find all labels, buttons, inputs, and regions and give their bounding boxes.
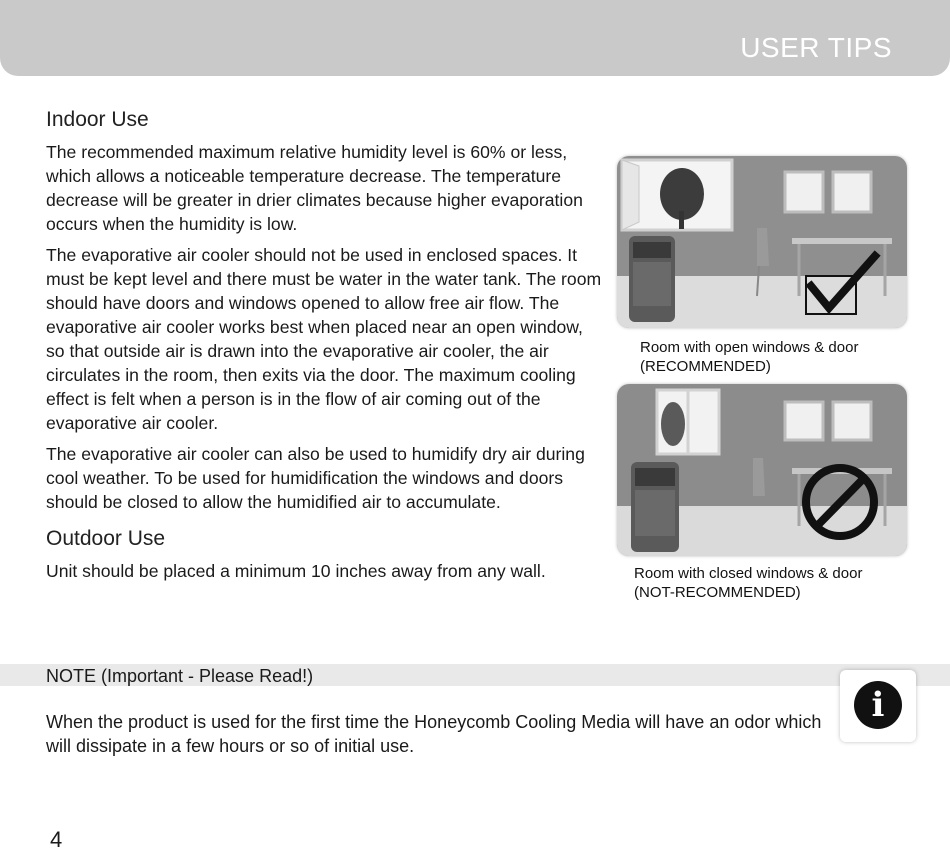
closed-room-caption-line1: Room with closed windows & door [634,565,863,582]
page-number: 4 [50,827,63,852]
open-room-caption-line2: (RECOMMENDED) [640,358,771,375]
info-icon: i [854,681,902,729]
open-room-caption [640,338,858,376]
closed-room-photo [617,384,907,556]
closed-room-caption-line2: (NOT-RECOMMENDED) [634,584,801,601]
outdoor-paragraph: Unit should be placed a minimum 10 inches away from any wall. [46,561,546,581]
page-header [0,0,950,76]
indoor-paragraph-2: The evaporative air cooler should not be used in enclosed spaces. It must be kept level and there must be water in the water tank. The room should have doors and windows opened to allow free air flow. The evaporative air cooler works best when placed near an open window, so that outside air is drawn into the evaporative air cooler, the air circulates in the room, then exits via the door. The maximum cooling effect is felt when a person is in the flow of air coming out of the evaporative air cooler. [46,245,602,433]
closed-room-caption [634,564,862,602]
indoor-paragraph-3: The evaporative air cooler can also be used to humidify dry air during cool weather. To be used for humidification the windows and doors should be closed to allow the humidified air to accumulate. [46,444,585,512]
open-room-caption-line1: Room with open windows & door [640,339,859,356]
indoor-use-heading: Indoor Use [46,108,149,131]
main-content [46,108,606,590]
note-body: When the product is used for the first time the Honeycomb Cooling Media will have an odor which will dissipate in a few hours or so of initial use. [46,712,822,756]
open-room-photo [617,156,907,328]
outdoor-use-heading: Outdoor Use [46,527,166,550]
info-icon-box [840,670,916,742]
note-title: NOTE (Important - Please Read!) [46,666,314,686]
indoor-paragraph-1: The recommended maximum relative humidity level is 60% or less, which allows a noticeable temperature decrease. The temperature decrease will be greater in drier climates because higher evaporation occurs when the humidity is low. [46,142,583,234]
section-title: USER TIPS [740,32,892,63]
